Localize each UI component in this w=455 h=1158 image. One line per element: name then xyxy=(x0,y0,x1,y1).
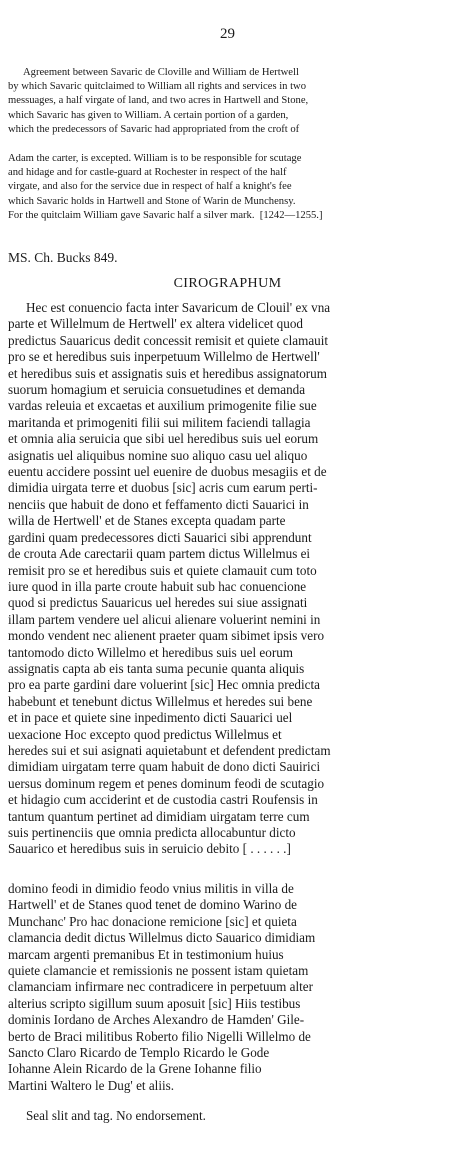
charter-line: quiete clamancie et remissionis ne possent istam quietam xyxy=(8,963,309,979)
summary-line: virgate, and also for the service due in respect of half a knight's fee xyxy=(8,181,292,193)
charter-line: dimidiam uirgatam terre quam habuit de dono dicti Sauirici xyxy=(8,759,321,775)
charter-line: suorum homagium et seruicia consuetudines et demanda xyxy=(8,382,306,398)
charter-line: dominis Iordano de Arches Alexandro de Hamden' Gile- xyxy=(8,1012,305,1028)
charter-line: heredes sui et sui asignati aquietabunt et defendent predictam xyxy=(8,742,331,758)
charter-line: uexacione Hoc excepto quod predictus Willelmus et xyxy=(8,726,282,742)
charter-line: tantomodo dicto Willelmo et heredibus suis uel eorum xyxy=(8,644,293,660)
charter-line: clamancia dedit dictus Willelmus dicto Sauarico dimidiam xyxy=(8,930,316,946)
summary-line-last xyxy=(8,209,450,223)
page-number: 29 xyxy=(220,26,235,42)
charter-line: maritanda et primogeniti filii sui militem faciendi tallagia xyxy=(8,414,311,430)
charter-text-part1 xyxy=(8,300,452,858)
charter-line: Hartwell' et de Stanes quod tenet de domino Warino de xyxy=(8,897,297,913)
summary-line: Adam the carter, is excepted. William is to be responsible for scutage xyxy=(8,153,302,164)
charter-line: remisit pro se et heredibus suis et quiete clamauit cum toto xyxy=(8,562,317,578)
charter-line: alterius scripto sigillum suum aposuit [sic] Hiis testibus xyxy=(8,995,301,1011)
charter-line: illam partem vendere uel alicui alienare voluerint nemini in xyxy=(8,611,321,627)
charter-line: assignatis capta ab eis tanta suma pecunie quanta aliquis xyxy=(8,660,305,676)
summary-line: by which Savaric quitclaimed to William all rights and services in two xyxy=(8,81,306,93)
charter-line: et heredibus suis et assignatis suis et heredibus assignatorum xyxy=(8,365,327,381)
charter-text-part2 xyxy=(8,881,452,1094)
summary-line: and hidage and for castle-guard at Rochester in respect of the half xyxy=(8,167,287,179)
charter-line: uersus dominum regem et penes dominum feodi de scutagio xyxy=(8,775,325,791)
charter-line: nenciis que habuit de dono et feffamento dicti Sauarici in xyxy=(8,496,309,512)
charter-line: et hidagio cum acciderint et de custodia castri Roufensis in xyxy=(8,792,318,808)
summary-line: which the predecessors of Savaric had appropriated from the croft of xyxy=(8,123,300,135)
charter-line: clamanciam infirmare nec contradicere in perpetuum alter xyxy=(8,979,313,995)
charter-line: quod si predictus Sauaricus uel heredes sui siue assignati xyxy=(8,595,308,611)
charter-line: euentu accidere possint uel euenire de duobus mesagiis et de xyxy=(8,464,327,480)
charter-line: asignatis uel aliquibus nomine suo aliquo casu uel aliquo xyxy=(8,447,308,463)
charter-line: de crouta Ade carectarii quam partem dictus Willelmus ei xyxy=(8,546,311,562)
summary-paragraph-bottom xyxy=(8,152,450,223)
summary-line: Agreement between Savaric de Cloville and William de Hertwell xyxy=(23,67,299,78)
charter-line: parte et Willelmum de Hertwell' ex altera videlicet quod xyxy=(8,316,303,332)
charter-line: iure quod in illa parte croute habuit sub hac conuencione xyxy=(8,578,307,594)
summary-line: which Savaric holds in Hartwell and Stone of Warin de Munchensy. xyxy=(8,195,296,207)
charter-line: Sauarico et heredibus suis in seruicio debito [ . . . . . .] xyxy=(8,841,291,857)
charter-line: vardas releuia et excaetas et auxilium primogenite filie sue xyxy=(8,398,317,414)
charter-line: dimidia uirgata terre et duobus [sic] acris cum earum perti- xyxy=(8,480,318,496)
charter-line: pro ea parte gardini dare voluerint [sic] Hec omnia predicta xyxy=(8,677,320,693)
charter-line: suis pertinenciis que omnia predicta allocabuntur dicto xyxy=(8,825,296,840)
charter-line: marcam argenti premanibus Et in testimonium huius xyxy=(8,946,284,962)
charter-line: willa de Hertwell' et de Stanes excepta quadam parte xyxy=(8,513,286,529)
charter-line: pro se et heredibus suis inperpetuum Willelmo de Hertwell' xyxy=(8,349,320,365)
manuscript-reference: MS. Ch. Bucks 849. xyxy=(8,250,118,265)
charter-line: Iohanne Alein Ricardo de la Grene Iohanne filio xyxy=(8,1061,262,1077)
summary-line: messuages, a half virgate of land, and two acres in Hartwell and Stone, xyxy=(8,95,309,107)
closing-note: Seal slit and tag. No endorsement. xyxy=(26,1108,206,1123)
charter-line: mondo vendent nec alienent praeter quam sibimet ipsis vero xyxy=(8,628,325,644)
charter-line: tantum quantum pertinet ad dimidiam uirgatam terre cum xyxy=(8,808,310,824)
charter-line: Martini Waltero le Dug' et aliis. xyxy=(8,1077,175,1093)
charter-line: Hec est conuencio facta inter Savaricum de Clouil' ex vna xyxy=(26,300,331,315)
charter-line: et omnia alia seruicia que sibi uel heredibus suis uel eorum xyxy=(8,431,319,447)
summary-paragraph-top xyxy=(8,66,450,137)
charter-line: domino feodi in dimidio feodo vnius militis in villa de xyxy=(8,881,294,896)
charter-line: et in pace et quiete sine inpedimento dicti Sauarici uel xyxy=(8,710,293,726)
summary-line: which Savaric has given to William. A certain portion of a garden, xyxy=(8,109,289,121)
summary-date: [1242—1255.] xyxy=(259,209,323,221)
charter-line: predictus Sauaricus dedit concessit remisit et quiete clamauit xyxy=(8,332,329,348)
charter-line: gardini quam predecessores dicti Sauarici sibi apprendunt xyxy=(8,529,312,545)
charter-line: Munchanc' Pro hac donacione remicione [sic] et quieta xyxy=(8,913,297,929)
document-heading: CIROGRAPHUM xyxy=(173,276,282,291)
charter-line: berto de Braci militibus Roberto filio Nigelli Willelmo de xyxy=(8,1028,311,1044)
summary-line: For the quitclaim William gave Savaric half a silver mark. xyxy=(8,209,255,221)
charter-line: habebunt et tenebunt dictus Willelmus et heredes sui bene xyxy=(8,693,313,709)
charter-line: Sancto Claro Ricardo de Templo Ricardo le Gode xyxy=(8,1045,270,1061)
